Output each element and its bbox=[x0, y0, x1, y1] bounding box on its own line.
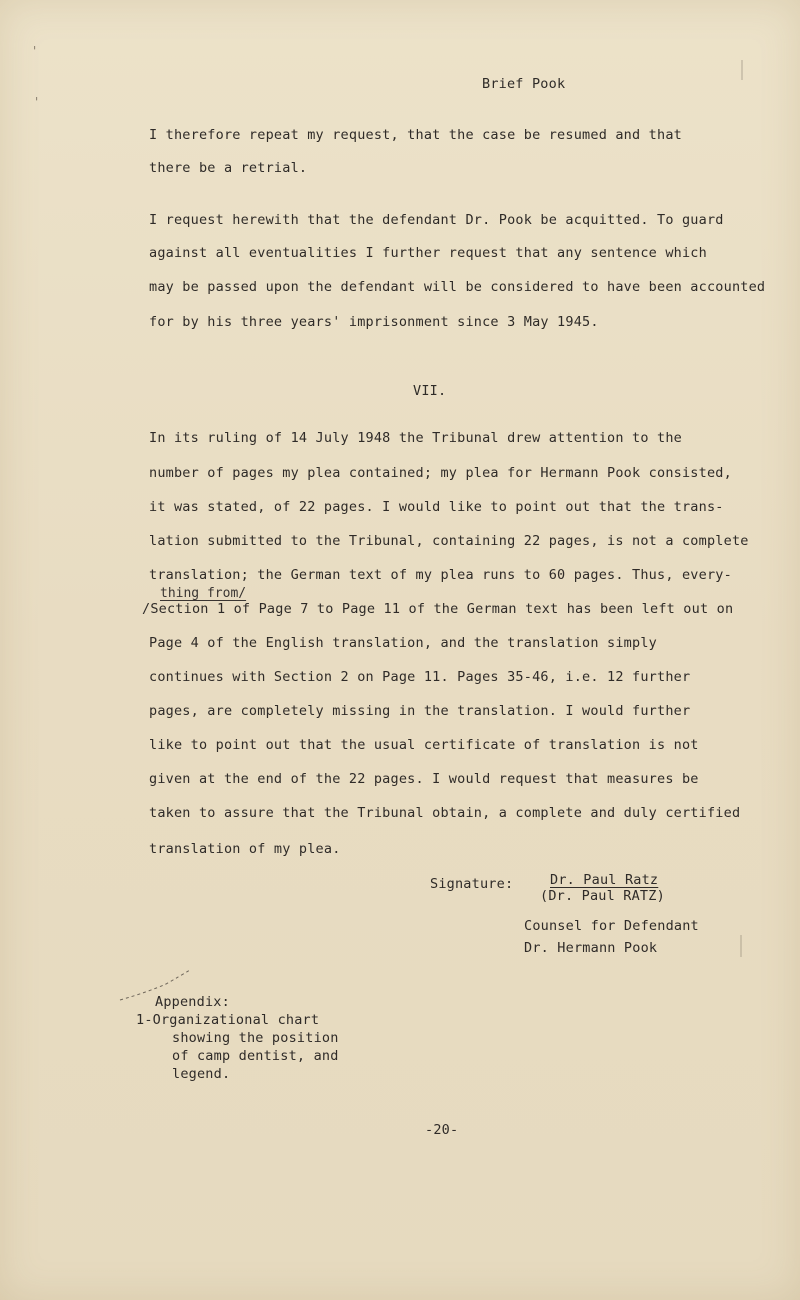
signature-typed-name: (Dr. Paul RATZ) bbox=[540, 888, 665, 904]
paragraph-line: I therefore repeat my request, that the case be resumed and that bbox=[149, 127, 682, 143]
paragraph-line: number of pages my plea contained; my plea for Hermann Pook consisted, bbox=[149, 465, 732, 481]
paragraph-line: against all eventualities I further request that any sentence which bbox=[149, 245, 707, 261]
paragraph-line: Page 4 of the English translation, and the translation simply bbox=[149, 635, 657, 651]
paragraph-line: there be a retrial. bbox=[149, 160, 308, 176]
punch-mark: ' bbox=[31, 44, 39, 58]
paragraph-line: translation; the German text of my plea runs to 60 pages. Thus, every- bbox=[149, 567, 732, 583]
paragraph-line: may be passed upon the defendant will be considered to have been accounted bbox=[149, 279, 766, 295]
paragraph-line: lation submitted to the Tribunal, containing 22 pages, is not a complete bbox=[149, 533, 749, 549]
paragraph-line: In its ruling of 14 July 1948 the Tribunal drew attention to the bbox=[149, 430, 682, 446]
section-heading: VII. bbox=[413, 383, 447, 399]
appendix-line: of camp dentist, and bbox=[172, 1048, 339, 1064]
paragraph-line: like to point out that the usual certificate of translation is not bbox=[149, 737, 699, 753]
paragraph-line: I request herewith that the defendant Dr. Pook be acquitted. To guard bbox=[149, 212, 724, 228]
paragraph-line: taken to assure that the Tribunal obtain, a complete and duly certified bbox=[149, 805, 741, 821]
signature-signed-name: Dr. Paul Ratz bbox=[550, 872, 659, 888]
signature-label: Signature: bbox=[430, 876, 514, 892]
margin-mark bbox=[741, 60, 743, 80]
paragraph-line: /Section 1 of Page 7 to Page 11 of the German text has been left out on bbox=[142, 601, 734, 617]
page-number: -20- bbox=[425, 1122, 459, 1138]
handwritten-insertion: thing from/ bbox=[160, 586, 247, 601]
appendix-label: Appendix: bbox=[155, 994, 230, 1010]
appendix-line: showing the position bbox=[172, 1030, 339, 1046]
paragraph-line: translation of my plea. bbox=[149, 841, 341, 857]
signature-role: Counsel for Defendant bbox=[524, 918, 699, 934]
signature-defendant: Dr. Hermann Pook bbox=[524, 940, 658, 956]
appendix-line: legend. bbox=[172, 1066, 231, 1082]
appendix-line: 1-Organizational chart bbox=[136, 1012, 320, 1028]
paragraph-line: pages, are completely missing in the translation. I would further bbox=[149, 703, 691, 719]
margin-mark bbox=[740, 935, 742, 957]
punch-mark: ' bbox=[33, 95, 41, 109]
paragraph-line: it was stated, of 22 pages. I would like to point out that the trans- bbox=[149, 499, 724, 515]
paragraph-line: continues with Section 2 on Page 11. Pages 35-46, i.e. 12 further bbox=[149, 669, 691, 685]
paragraph-line: for by his three years' imprisonment since 3 May 1945. bbox=[149, 314, 599, 330]
page-header-title: Brief Pook bbox=[482, 76, 566, 92]
paragraph-line: given at the end of the 22 pages. I would request that measures be bbox=[149, 771, 699, 787]
